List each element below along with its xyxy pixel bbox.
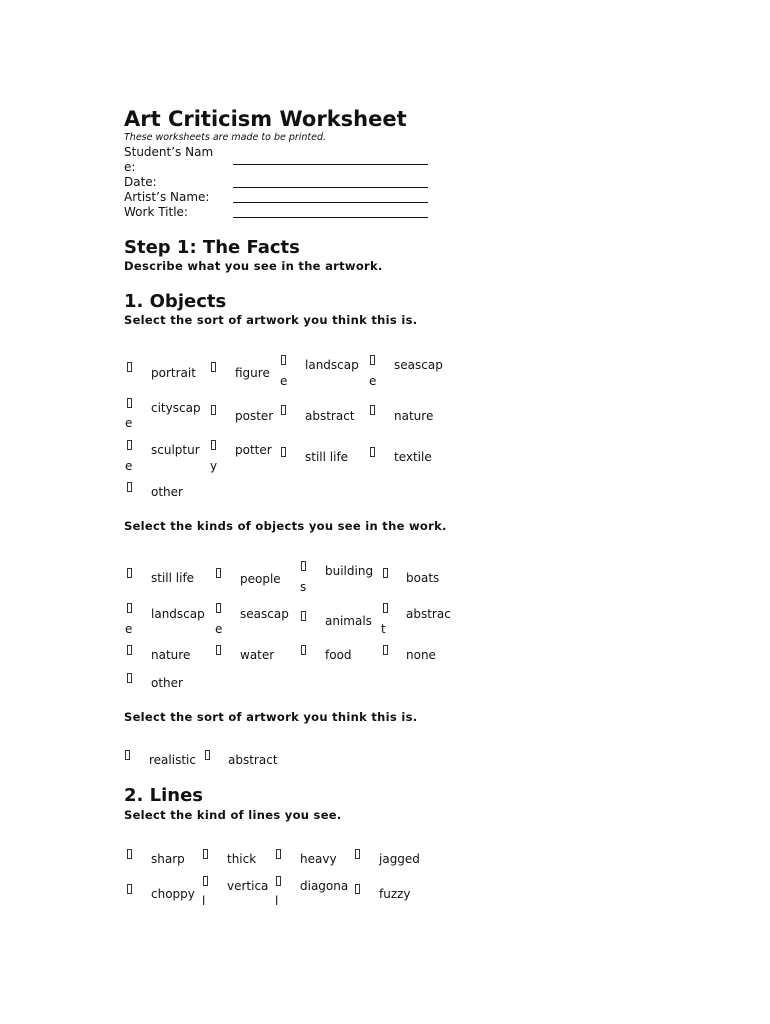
checkbox-choppy[interactable]: [127, 884, 132, 894]
checkbox-poster[interactable]: [211, 405, 216, 415]
checkbox-still-life[interactable]: [281, 447, 286, 457]
checkbox-figure[interactable]: [211, 362, 216, 372]
option-seascape-wrap: e: [369, 374, 377, 388]
work-title-field[interactable]: [233, 217, 428, 218]
date-label: Date:: [124, 175, 157, 189]
student-name-field[interactable]: [233, 164, 428, 165]
option-poster: poster: [235, 409, 274, 423]
option-seascape-wrap: e: [215, 622, 223, 636]
option-none: none: [406, 648, 436, 662]
checkbox-realistic[interactable]: [125, 750, 130, 760]
option-diagonal-wrap: l: [275, 894, 279, 908]
option-still-life: still life: [151, 571, 195, 585]
artist-name-field[interactable]: [233, 202, 428, 203]
option-sculpture-wrap: e: [125, 459, 133, 473]
option-textile: textile: [394, 450, 432, 464]
option-cityscape: cityscap: [151, 401, 201, 415]
checkbox-pottery[interactable]: [211, 440, 216, 450]
option-food: food: [325, 648, 352, 662]
checkbox-boats[interactable]: [383, 568, 388, 578]
checkbox-people[interactable]: [216, 568, 221, 578]
lines-title: 2. Lines: [124, 785, 204, 806]
checkbox-seascape[interactable]: [216, 603, 221, 613]
option-pottery-wrap: y: [210, 459, 218, 473]
print-note: These worksheets are made to be printed.: [124, 132, 327, 143]
checkbox-nature[interactable]: [127, 645, 132, 655]
option-boats: boats: [406, 571, 440, 585]
option-seascape: seascap: [394, 358, 443, 372]
option-other: other: [151, 676, 183, 690]
option-figure: figure: [235, 366, 270, 380]
checkbox-cityscape[interactable]: [127, 398, 132, 408]
option-water: water: [240, 648, 275, 662]
checkbox-other[interactable]: [127, 673, 132, 683]
option-jagged: jagged: [379, 852, 420, 866]
checkbox-vertical[interactable]: [203, 876, 208, 886]
checkbox-thick[interactable]: [203, 849, 208, 859]
option-heavy: heavy: [300, 852, 337, 866]
checkbox-abstract[interactable]: [205, 750, 210, 760]
objects-question-2: Select the kinds of objects you see in the work.: [124, 519, 447, 533]
option-vertical: vertica: [227, 879, 269, 893]
option-abstract-wrap: t: [381, 622, 386, 636]
option-landscape: landscap: [151, 607, 205, 621]
option-animals: animals: [325, 614, 372, 628]
checkbox-other[interactable]: [127, 482, 132, 492]
checkbox-buildings[interactable]: [301, 561, 306, 571]
objects-question-3: Select the sort of artwork you think this is.: [124, 710, 418, 724]
option-pottery: potter: [235, 443, 272, 457]
worksheet-title: Art Criticism Worksheet: [124, 107, 407, 131]
option-vertical-wrap: l: [202, 894, 206, 908]
objects-question-1: Select the sort of artwork you think this is.: [124, 313, 418, 327]
option-landscape-wrap: e: [280, 374, 288, 388]
option-other: other: [151, 485, 183, 499]
checkbox-nature[interactable]: [370, 405, 375, 415]
checkbox-abstract[interactable]: [383, 603, 388, 613]
option-seascape: seascap: [240, 607, 289, 621]
checkbox-animals[interactable]: [301, 611, 306, 621]
option-sculpture: sculptur: [151, 443, 200, 457]
checkbox-sharp[interactable]: [127, 849, 132, 859]
option-nature: nature: [394, 409, 434, 423]
checkbox-jagged[interactable]: [355, 849, 360, 859]
checkbox-heavy[interactable]: [276, 849, 281, 859]
step1-subtitle: Describe what you see in the artwork.: [124, 259, 383, 273]
student-name-label: Student’s Nam: [124, 145, 214, 159]
checkbox-food[interactable]: [301, 645, 306, 655]
option-thick: thick: [227, 852, 257, 866]
option-landscape: landscap: [305, 358, 359, 372]
checkbox-sculpture[interactable]: [127, 440, 132, 450]
step1-title: Step 1: The Facts: [124, 237, 300, 258]
checkbox-diagonal[interactable]: [276, 876, 281, 886]
artist-name-label: Artist’s Name:: [124, 190, 210, 204]
date-field[interactable]: [233, 187, 428, 188]
option-landscape-wrap: e: [125, 622, 133, 636]
student-name-label-wrap: e:: [124, 160, 136, 174]
option-still-life: still life: [305, 450, 349, 464]
checkbox-abstract[interactable]: [281, 405, 286, 415]
option-abstract: abstract: [228, 753, 278, 767]
checkbox-textile[interactable]: [370, 447, 375, 457]
option-choppy: choppy: [151, 887, 195, 901]
work-title-label: Work Title:: [124, 205, 188, 219]
checkbox-fuzzy[interactable]: [355, 884, 360, 894]
checkbox-still-life[interactable]: [127, 568, 132, 578]
option-nature: nature: [151, 648, 191, 662]
option-sharp: sharp: [151, 852, 185, 866]
checkbox-seascape[interactable]: [370, 355, 375, 365]
lines-question-1: Select the kind of lines you see.: [124, 808, 342, 822]
option-abstract: abstract: [305, 409, 355, 423]
checkbox-landscape[interactable]: [127, 603, 132, 613]
checkbox-landscape[interactable]: [281, 355, 286, 365]
objects-title: 1. Objects: [124, 291, 227, 312]
option-buildings-wrap: s: [300, 580, 307, 594]
option-buildings: building: [325, 564, 374, 578]
option-cityscape-wrap: e: [125, 416, 133, 430]
option-portrait: portrait: [151, 366, 196, 380]
option-fuzzy: fuzzy: [379, 887, 411, 901]
checkbox-none[interactable]: [383, 645, 388, 655]
option-people: people: [240, 572, 281, 586]
option-abstract: abstrac: [406, 607, 451, 621]
option-realistic: realistic: [149, 753, 196, 767]
option-diagonal: diagona: [300, 879, 349, 893]
checkbox-portrait[interactable]: [127, 362, 132, 372]
checkbox-water[interactable]: [216, 645, 221, 655]
